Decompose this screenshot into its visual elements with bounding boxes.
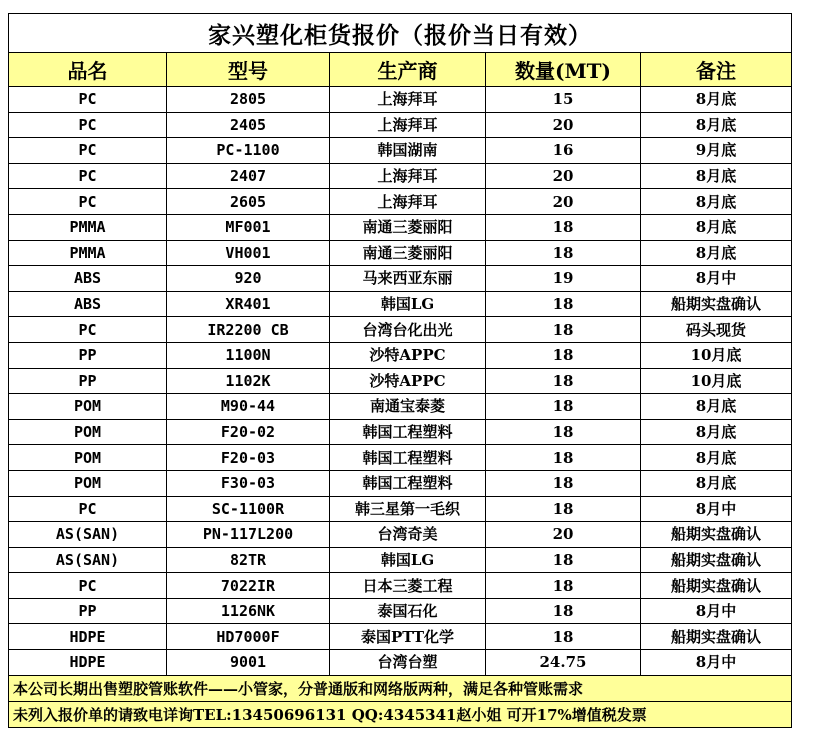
cell-product: AS(SAN)	[9, 522, 167, 548]
cell-product: PC	[9, 138, 167, 164]
cell-manufacturer: 韩国LG	[330, 547, 486, 573]
table-row	[9, 291, 792, 317]
cell-product: ABS	[9, 291, 167, 317]
cell-remark: 8月底	[641, 189, 792, 215]
cell-manufacturer: 上海拜耳	[330, 112, 486, 138]
table-row	[9, 240, 792, 266]
cell-remark: 8月底	[641, 419, 792, 445]
cell-manufacturer: 沙特APPC	[330, 342, 486, 368]
cell-model: HD7000F	[167, 624, 330, 650]
table-row	[9, 419, 792, 445]
cell-remark: 船期实盘确认	[641, 624, 792, 650]
table-row	[9, 163, 792, 189]
cell-remark: 9月底	[641, 138, 792, 164]
footer-note-software: 本公司长期出售塑胶管账软件——小管家，分普通版和网络版两种，满足各种管账需求	[9, 675, 792, 701]
cell-remark: 10月底	[641, 342, 792, 368]
cell-product: PC	[9, 573, 167, 599]
cell-quantity: 18	[486, 547, 641, 573]
cell-model: F30-03	[167, 470, 330, 496]
cell-remark: 8月底	[641, 470, 792, 496]
cell-remark: 船期实盘确认	[641, 291, 792, 317]
header-model: 型号	[167, 53, 330, 87]
cell-model: 2405	[167, 112, 330, 138]
quote-table	[8, 13, 792, 728]
header-row	[9, 53, 792, 87]
cell-quantity: 24.75	[486, 650, 641, 676]
table-row	[9, 189, 792, 215]
cell-remark: 码头现货	[641, 317, 792, 343]
cell-product: PP	[9, 598, 167, 624]
cell-manufacturer: 南通三菱丽阳	[330, 240, 486, 266]
cell-quantity: 18	[486, 445, 641, 471]
cell-manufacturer: 韩国工程塑料	[330, 445, 486, 471]
table-row	[9, 598, 792, 624]
cell-remark: 8月中	[641, 496, 792, 522]
cell-manufacturer: 泰国PTT化学	[330, 624, 486, 650]
table-row	[9, 266, 792, 292]
table-row	[9, 317, 792, 343]
cell-remark: 8月中	[641, 598, 792, 624]
header-product: 品名	[9, 53, 167, 87]
cell-product: PC	[9, 112, 167, 138]
table-row	[9, 214, 792, 240]
table-row	[9, 650, 792, 676]
cell-model: PC-1100	[167, 138, 330, 164]
cell-remark: 8月底	[641, 394, 792, 420]
cell-quantity: 18	[486, 496, 641, 522]
cell-model: MF001	[167, 214, 330, 240]
cell-manufacturer: 南通宝泰菱	[330, 394, 486, 420]
cell-product: PMMA	[9, 240, 167, 266]
cell-product: PP	[9, 368, 167, 394]
cell-quantity: 20	[486, 522, 641, 548]
cell-manufacturer: 韩国工程塑料	[330, 419, 486, 445]
cell-quantity: 18	[486, 598, 641, 624]
table-row	[9, 342, 792, 368]
cell-manufacturer: 日本三菱工程	[330, 573, 486, 599]
cell-product: POM	[9, 394, 167, 420]
cell-model: PN-117L200	[167, 522, 330, 548]
cell-product: AS(SAN)	[9, 547, 167, 573]
cell-product: POM	[9, 419, 167, 445]
cell-quantity: 18	[486, 419, 641, 445]
cell-manufacturer: 沙特APPC	[330, 368, 486, 394]
cell-manufacturer: 韩国湖南	[330, 138, 486, 164]
cell-remark: 8月底	[641, 87, 792, 113]
cell-quantity: 15	[486, 87, 641, 113]
table-row	[9, 470, 792, 496]
cell-model: IR2200 CB	[167, 317, 330, 343]
cell-model: 7022IR	[167, 573, 330, 599]
cell-manufacturer: 上海拜耳	[330, 163, 486, 189]
table-row	[9, 394, 792, 420]
cell-model: 1126NK	[167, 598, 330, 624]
cell-quantity: 16	[486, 138, 641, 164]
cell-model: F20-02	[167, 419, 330, 445]
cell-product: PP	[9, 342, 167, 368]
cell-quantity: 18	[486, 573, 641, 599]
cell-product: PMMA	[9, 214, 167, 240]
cell-manufacturer: 韩国LG	[330, 291, 486, 317]
cell-product: PC	[9, 496, 167, 522]
cell-remark: 8月底	[641, 214, 792, 240]
cell-model: 2605	[167, 189, 330, 215]
footer-note-contact: 未列入报价单的请致电详询TEL:13450696131 QQ:4345341赵小姐 可开17%增值税发票	[9, 701, 792, 727]
cell-product: PC	[9, 317, 167, 343]
cell-manufacturer: 上海拜耳	[330, 87, 486, 113]
page-title: 家兴塑化柜货报价（报价当日有效）	[9, 14, 792, 53]
cell-product: ABS	[9, 266, 167, 292]
header-remark: 备注	[641, 53, 792, 87]
cell-product: HDPE	[9, 624, 167, 650]
cell-manufacturer: 泰国石化	[330, 598, 486, 624]
cell-product: PC	[9, 163, 167, 189]
cell-model: SC-1100R	[167, 496, 330, 522]
cell-model: 2805	[167, 87, 330, 113]
table-row	[9, 445, 792, 471]
cell-remark: 8月底	[641, 240, 792, 266]
cell-model: F20-03	[167, 445, 330, 471]
table-row	[9, 573, 792, 599]
table-row	[9, 368, 792, 394]
cell-model: 2407	[167, 163, 330, 189]
cell-manufacturer: 韩国工程塑料	[330, 470, 486, 496]
table-row	[9, 138, 792, 164]
cell-model: M90-44	[167, 394, 330, 420]
cell-product: POM	[9, 445, 167, 471]
cell-quantity: 18	[486, 317, 641, 343]
cell-manufacturer: 台湾奇美	[330, 522, 486, 548]
header-quantity: 数量(MT)	[486, 53, 641, 87]
cell-product: PC	[9, 87, 167, 113]
cell-manufacturer: 韩三星第一毛织	[330, 496, 486, 522]
cell-quantity: 18	[486, 470, 641, 496]
cell-remark: 8月底	[641, 112, 792, 138]
cell-manufacturer: 南通三菱丽阳	[330, 214, 486, 240]
cell-remark: 船期实盘确认	[641, 573, 792, 599]
cell-remark: 10月底	[641, 368, 792, 394]
table-row	[9, 547, 792, 573]
cell-model: XR401	[167, 291, 330, 317]
cell-remark: 8月中	[641, 266, 792, 292]
footer-row	[9, 675, 792, 701]
table-row	[9, 522, 792, 548]
footer-row	[9, 701, 792, 727]
cell-quantity: 18	[486, 368, 641, 394]
table-row	[9, 624, 792, 650]
cell-manufacturer: 台湾台塑	[330, 650, 486, 676]
cell-quantity: 18	[486, 240, 641, 266]
cell-product: PC	[9, 189, 167, 215]
cell-quantity: 18	[486, 214, 641, 240]
cell-remark: 船期实盘确认	[641, 522, 792, 548]
cell-manufacturer: 台湾台化出光	[330, 317, 486, 343]
cell-quantity: 18	[486, 394, 641, 420]
cell-model: 1102K	[167, 368, 330, 394]
cell-quantity: 20	[486, 112, 641, 138]
table-row	[9, 496, 792, 522]
cell-quantity: 18	[486, 342, 641, 368]
cell-model: 82TR	[167, 547, 330, 573]
cell-manufacturer: 上海拜耳	[330, 189, 486, 215]
cell-product: HDPE	[9, 650, 167, 676]
cell-remark: 8月中	[641, 650, 792, 676]
cell-product: POM	[9, 470, 167, 496]
cell-quantity: 18	[486, 624, 641, 650]
cell-remark: 船期实盘确认	[641, 547, 792, 573]
cell-remark: 8月底	[641, 445, 792, 471]
table-row	[9, 87, 792, 113]
cell-model: 9001	[167, 650, 330, 676]
cell-remark: 8月底	[641, 163, 792, 189]
cell-quantity: 20	[486, 189, 641, 215]
cell-model: 920	[167, 266, 330, 292]
cell-quantity: 20	[486, 163, 641, 189]
cell-model: 1100N	[167, 342, 330, 368]
cell-quantity: 19	[486, 266, 641, 292]
cell-manufacturer: 马来西亚东丽	[330, 266, 486, 292]
cell-quantity: 18	[486, 291, 641, 317]
cell-model: VH001	[167, 240, 330, 266]
header-manufacturer: 生产商	[330, 53, 486, 87]
table-row	[9, 112, 792, 138]
